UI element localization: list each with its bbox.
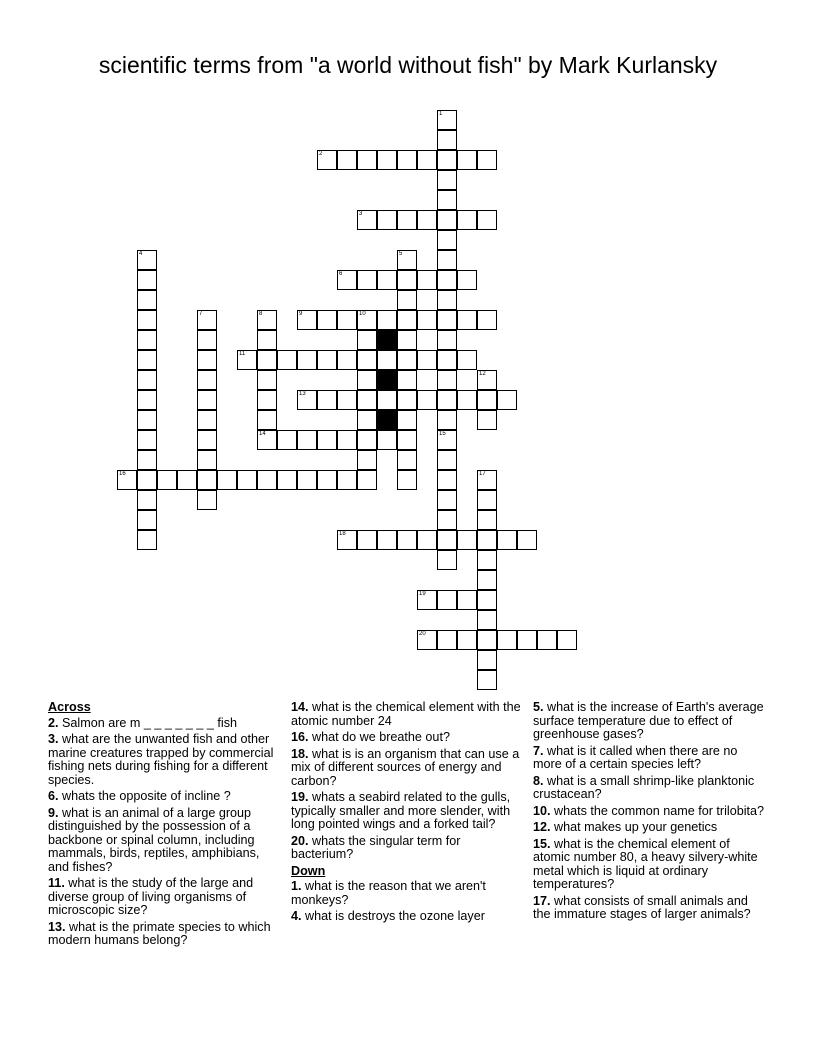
grid-cell[interactable] — [197, 410, 217, 430]
clue — [291, 791, 526, 832]
grid-cell[interactable] — [417, 530, 437, 550]
grid-cell[interactable] — [477, 670, 497, 690]
grid-cell[interactable] — [437, 110, 457, 130]
grid-cell[interactable] — [137, 350, 157, 370]
grid-cell[interactable] — [437, 630, 457, 650]
grid-cell[interactable] — [257, 390, 277, 410]
clue-text: what is the chemical element with the atomic number 24 — [291, 700, 521, 728]
clue-number: 8 — [259, 311, 263, 317]
grid-cell[interactable] — [357, 150, 377, 170]
grid-cell[interactable] — [317, 390, 337, 410]
grid-cell[interactable] — [337, 350, 357, 370]
clue-text: what are the unwanted fish and other marine creatures trapped by commercial fishing nets during fishing for a different species. — [48, 732, 274, 787]
grid-cell[interactable] — [377, 310, 397, 330]
grid-cell[interactable] — [437, 550, 457, 570]
down-heading: Down — [291, 863, 326, 878]
grid-cell[interactable] — [337, 530, 357, 550]
grid-cell[interactable] — [337, 430, 357, 450]
clue-number: 9 — [299, 311, 303, 317]
grid-cell[interactable] — [137, 290, 157, 310]
grid-cell[interactable] — [477, 570, 497, 590]
clue-text: what is a small shrimp-like planktonic crustacean? — [533, 773, 755, 801]
clue-num: 3. — [48, 732, 59, 746]
grid-cell[interactable] — [457, 390, 477, 410]
clue — [291, 880, 526, 907]
grid-cell[interactable] — [397, 330, 417, 350]
grid-cell[interactable] — [137, 510, 157, 530]
clue-num: 20. — [291, 833, 309, 848]
clue-text: what is is an organism that can use a mix of different sources of energy and carbon? — [291, 746, 520, 788]
black-cell — [377, 330, 397, 350]
clue — [533, 805, 768, 819]
grid-cell[interactable] — [377, 390, 397, 410]
clue-num: 13. — [48, 919, 66, 934]
clue-text: what makes up your genetics — [550, 820, 718, 834]
grid-cell[interactable] — [277, 350, 297, 370]
grid-cell[interactable] — [477, 590, 497, 610]
clue — [48, 717, 283, 731]
black-cell — [377, 370, 397, 390]
grid-cell[interactable] — [397, 410, 417, 430]
grid-cell[interactable] — [357, 270, 377, 290]
clue — [291, 910, 526, 924]
clue-text: what consists of small animals and the immature stages of larger animals? — [533, 893, 751, 921]
clue-num: 18. — [291, 746, 309, 761]
grid-cell[interactable] — [517, 630, 537, 650]
grid-cell[interactable] — [437, 190, 457, 210]
grid-cell[interactable] — [397, 430, 417, 450]
clue — [48, 921, 283, 948]
grid-cell[interactable] — [417, 150, 437, 170]
grid-cell[interactable] — [477, 390, 497, 410]
black-cell — [377, 410, 397, 430]
clue-num: 14. — [291, 700, 309, 714]
grid-cell[interactable] — [297, 470, 317, 490]
clues-column-3 — [533, 701, 768, 925]
clue-number: 3 — [359, 211, 363, 217]
grid-cell[interactable] — [397, 150, 417, 170]
grid-cell[interactable] — [357, 330, 377, 350]
puzzle-title: scientific terms from "a world without fish" by Mark Kurlansky — [98, 52, 718, 78]
grid-cell[interactable] — [377, 430, 397, 450]
grid-cell[interactable] — [457, 630, 477, 650]
grid-cell[interactable] — [437, 230, 457, 250]
grid-cell[interactable] — [417, 270, 437, 290]
grid-cell[interactable] — [257, 350, 277, 370]
grid-cell[interactable] — [337, 310, 357, 330]
grid-cell[interactable] — [437, 390, 457, 410]
clue-number: 2 — [319, 151, 323, 157]
clue — [533, 838, 768, 892]
clue-number: 12 — [479, 371, 486, 377]
grid-cell[interactable] — [397, 370, 417, 390]
grid-cell[interactable] — [297, 390, 317, 410]
grid-cell[interactable] — [477, 210, 497, 230]
grid-cell[interactable] — [337, 150, 357, 170]
clue-text: what is the study of the large and diverse group of living organisms of microscopic size? — [48, 876, 254, 917]
grid-cell[interactable] — [437, 350, 457, 370]
clue-num: 1. — [291, 879, 302, 893]
grid-cell[interactable] — [437, 210, 457, 230]
grid-cell[interactable] — [397, 270, 417, 290]
clue-text: Salmon are m _ _ _ _ _ _ _ fish — [58, 715, 238, 730]
clue — [48, 790, 283, 804]
grid-cell[interactable] — [477, 610, 497, 630]
grid-cell[interactable] — [477, 470, 497, 490]
clue — [533, 775, 768, 802]
grid-cell[interactable] — [237, 470, 257, 490]
grid-cell[interactable] — [257, 430, 277, 450]
grid-cell[interactable] — [137, 450, 157, 470]
grid-cell[interactable] — [477, 370, 497, 390]
grid-cell[interactable] — [497, 530, 517, 550]
grid-cell[interactable] — [197, 430, 217, 450]
clue-number: 4 — [139, 251, 143, 257]
grid-cell[interactable] — [317, 150, 337, 170]
grid-cell[interactable] — [457, 310, 477, 330]
clue-number: 13 — [299, 391, 306, 397]
grid-cell[interactable] — [437, 150, 457, 170]
grid-cell[interactable] — [457, 590, 477, 610]
grid-cell[interactable] — [477, 650, 497, 670]
clue-number: 1 — [439, 111, 443, 117]
clue — [533, 701, 768, 742]
clue-num: 10. — [533, 803, 551, 818]
grid-cell[interactable] — [377, 350, 397, 370]
clue — [533, 895, 768, 922]
clue-text: what is the increase of Earth's average surface temperature due to effect of greenhouse gases? — [533, 700, 764, 741]
grid-cell[interactable] — [357, 310, 377, 330]
clue — [291, 731, 526, 745]
clue-num: 19. — [291, 790, 309, 804]
grid-cell[interactable] — [297, 350, 317, 370]
grid-cell[interactable] — [497, 630, 517, 650]
clue — [291, 701, 526, 728]
grid-cell[interactable] — [477, 550, 497, 570]
grid-cell[interactable] — [397, 390, 417, 410]
grid-cell[interactable] — [437, 450, 457, 470]
grid-cell[interactable] — [357, 210, 377, 230]
grid-cell[interactable] — [137, 410, 157, 430]
clue-num: 8. — [533, 773, 544, 788]
clue-text: what do we breathe out? — [308, 730, 450, 744]
grid-cell[interactable] — [197, 490, 217, 510]
grid-cell[interactable] — [137, 370, 157, 390]
grid-cell[interactable] — [457, 270, 477, 290]
grid-cell[interactable] — [457, 350, 477, 370]
clue-num: 9. — [48, 805, 59, 820]
clue-num: 12. — [533, 820, 551, 834]
grid-cell[interactable] — [457, 210, 477, 230]
grid-cell[interactable] — [497, 390, 517, 410]
clue-number: 18 — [339, 531, 346, 537]
grid-cell[interactable] — [197, 470, 217, 490]
grid-cell[interactable] — [157, 470, 177, 490]
grid-cell[interactable] — [137, 310, 157, 330]
grid-cell[interactable] — [197, 450, 217, 470]
grid-cell[interactable] — [357, 450, 377, 470]
grid-cell[interactable] — [317, 350, 337, 370]
grid-cell[interactable] — [437, 410, 457, 430]
clue-text: whats the singular term for bacterium? — [291, 833, 461, 861]
clue-number: 16 — [119, 471, 126, 477]
grid-cell[interactable] — [397, 530, 417, 550]
clue-text: what is an animal of a large group distinguished by the possession of a backbone or spinal column, including mammals, birds, reptiles, amphibians, and fishes? — [48, 805, 260, 874]
grid-cell[interactable] — [417, 390, 437, 410]
clue-number: 17 — [479, 471, 486, 477]
grid-cell[interactable] — [477, 630, 497, 650]
grid-cell[interactable] — [357, 410, 377, 430]
clue — [533, 821, 768, 835]
clue-num: 7. — [533, 743, 544, 758]
clue-text: whats a seabird related to the gulls, typically smaller and more slender, with long pointed wings and a forked tail? — [291, 790, 511, 831]
grid-cell[interactable] — [297, 430, 317, 450]
grid-cell[interactable] — [257, 470, 277, 490]
grid-cell[interactable] — [137, 490, 157, 510]
grid-cell[interactable] — [277, 470, 297, 490]
grid-cell[interactable] — [137, 390, 157, 410]
clue-num: 16. — [291, 730, 309, 744]
clue-num: 5. — [533, 700, 544, 714]
grid-cell[interactable] — [557, 630, 577, 650]
grid-cell[interactable] — [437, 370, 457, 390]
grid-cell[interactable] — [257, 410, 277, 430]
clues-column-1 — [48, 701, 283, 951]
grid-cell[interactable] — [417, 590, 437, 610]
grid-cell[interactable] — [357, 370, 377, 390]
clue — [48, 877, 283, 918]
grid-cell[interactable] — [437, 490, 457, 510]
grid-cell[interactable] — [397, 310, 417, 330]
clue-number: 15 — [439, 431, 446, 437]
clues-column-2 — [291, 701, 526, 927]
clue — [291, 835, 526, 862]
grid-cell[interactable] — [377, 150, 397, 170]
grid-cell[interactable] — [317, 430, 337, 450]
grid-cell[interactable] — [477, 530, 497, 550]
grid-cell[interactable] — [437, 170, 457, 190]
grid-cell[interactable] — [137, 430, 157, 450]
grid-cell[interactable] — [137, 470, 157, 490]
grid-cell[interactable] — [417, 350, 437, 370]
clue-text: what is the chemical element of atomic number 80, a heavy silvery-white metal which is liquid at ordinary temperatures? — [533, 836, 758, 891]
grid-cell[interactable] — [397, 250, 417, 270]
grid-cell[interactable] — [337, 390, 357, 410]
grid-cell[interactable] — [437, 130, 457, 150]
grid-cell[interactable] — [337, 270, 357, 290]
grid-cell[interactable] — [277, 430, 297, 450]
grid-cell[interactable] — [257, 310, 277, 330]
grid-cell[interactable] — [437, 530, 457, 550]
grid-cell[interactable] — [137, 530, 157, 550]
across-heading: Across — [48, 700, 91, 714]
grid-cell[interactable] — [137, 250, 157, 270]
grid-cell[interactable] — [477, 510, 497, 530]
grid-cell[interactable] — [197, 370, 217, 390]
clue-num: 15. — [533, 836, 551, 851]
grid-cell[interactable] — [297, 310, 317, 330]
clue-num: 17. — [533, 893, 551, 908]
clue-number: 11 — [239, 351, 246, 357]
grid-cell[interactable] — [397, 450, 417, 470]
grid-cell[interactable] — [357, 470, 377, 490]
grid-cell[interactable] — [357, 390, 377, 410]
clue-num: 6. — [48, 789, 59, 803]
clue-number: 14 — [259, 431, 266, 437]
grid-cell[interactable] — [437, 470, 457, 490]
grid-cell[interactable] — [357, 350, 377, 370]
clue — [291, 748, 526, 789]
grid-cell[interactable] — [477, 150, 497, 170]
clue-num: 11. — [48, 876, 65, 890]
grid-cell[interactable] — [477, 410, 497, 430]
clue-num: 4. — [291, 909, 302, 923]
clue-text: what is destroys the ozone layer — [301, 909, 485, 923]
grid-cell[interactable] — [197, 350, 217, 370]
grid-cell[interactable] — [257, 370, 277, 390]
grid-cell[interactable] — [437, 330, 457, 350]
grid-cell[interactable] — [457, 530, 477, 550]
grid-cell[interactable] — [417, 630, 437, 650]
grid-cell[interactable] — [197, 330, 217, 350]
grid-cell[interactable] — [357, 530, 377, 550]
clue-number: 10 — [359, 311, 366, 317]
clue-number: 6 — [339, 271, 343, 277]
grid-cell[interactable] — [377, 270, 397, 290]
clue-text: what is the primate species to which modern humans belong? — [48, 919, 271, 947]
grid-cell[interactable] — [217, 470, 237, 490]
grid-cell[interactable] — [317, 310, 337, 330]
grid-cell[interactable] — [317, 470, 337, 490]
grid-cell[interactable] — [197, 310, 217, 330]
grid-cell[interactable] — [377, 530, 397, 550]
grid-cell[interactable] — [437, 290, 457, 310]
grid-cell[interactable] — [377, 210, 397, 230]
clue-number: 19 — [419, 591, 426, 597]
grid-cell[interactable] — [417, 210, 437, 230]
grid-cell[interactable] — [477, 490, 497, 510]
grid-cell[interactable] — [437, 590, 457, 610]
clue-text: what is the reason that we aren't monkeys? — [291, 879, 486, 907]
clue-number: 7 — [199, 311, 203, 317]
grid-cell[interactable] — [137, 330, 157, 350]
grid-cell[interactable] — [357, 430, 377, 450]
clue-text: whats the opposite of incline ? — [58, 789, 231, 803]
grid-cell[interactable] — [437, 250, 457, 270]
grid-cell[interactable] — [397, 290, 417, 310]
clue-text: what is it called when there are no more of a certain species left? — [533, 743, 738, 771]
clue — [48, 807, 283, 875]
grid-cell[interactable] — [177, 470, 197, 490]
grid-cell[interactable] — [197, 390, 217, 410]
grid-cell[interactable] — [237, 350, 257, 370]
grid-cell[interactable] — [417, 310, 437, 330]
grid-cell[interactable] — [517, 530, 537, 550]
grid-cell[interactable] — [437, 310, 457, 330]
clue-text: whats the common name for trilobita? — [550, 803, 765, 818]
grid-cell[interactable] — [397, 470, 417, 490]
grid-cell[interactable] — [437, 510, 457, 530]
grid-cell[interactable] — [337, 470, 357, 490]
clue-number: 20 — [419, 631, 426, 637]
grid-cell[interactable] — [117, 470, 137, 490]
clue — [48, 733, 283, 787]
clue-num: 2. — [48, 715, 59, 730]
grid-cell[interactable] — [257, 330, 277, 350]
grid-cell[interactable] — [137, 270, 157, 290]
clue-number: 5 — [399, 251, 403, 257]
grid-cell[interactable] — [397, 210, 417, 230]
grid-cell[interactable] — [457, 150, 477, 170]
grid-cell[interactable] — [477, 310, 497, 330]
grid-cell[interactable] — [437, 430, 457, 450]
grid-cell[interactable] — [437, 270, 457, 290]
grid-cell[interactable] — [537, 630, 557, 650]
clue — [533, 745, 768, 772]
grid-cell[interactable] — [397, 350, 417, 370]
